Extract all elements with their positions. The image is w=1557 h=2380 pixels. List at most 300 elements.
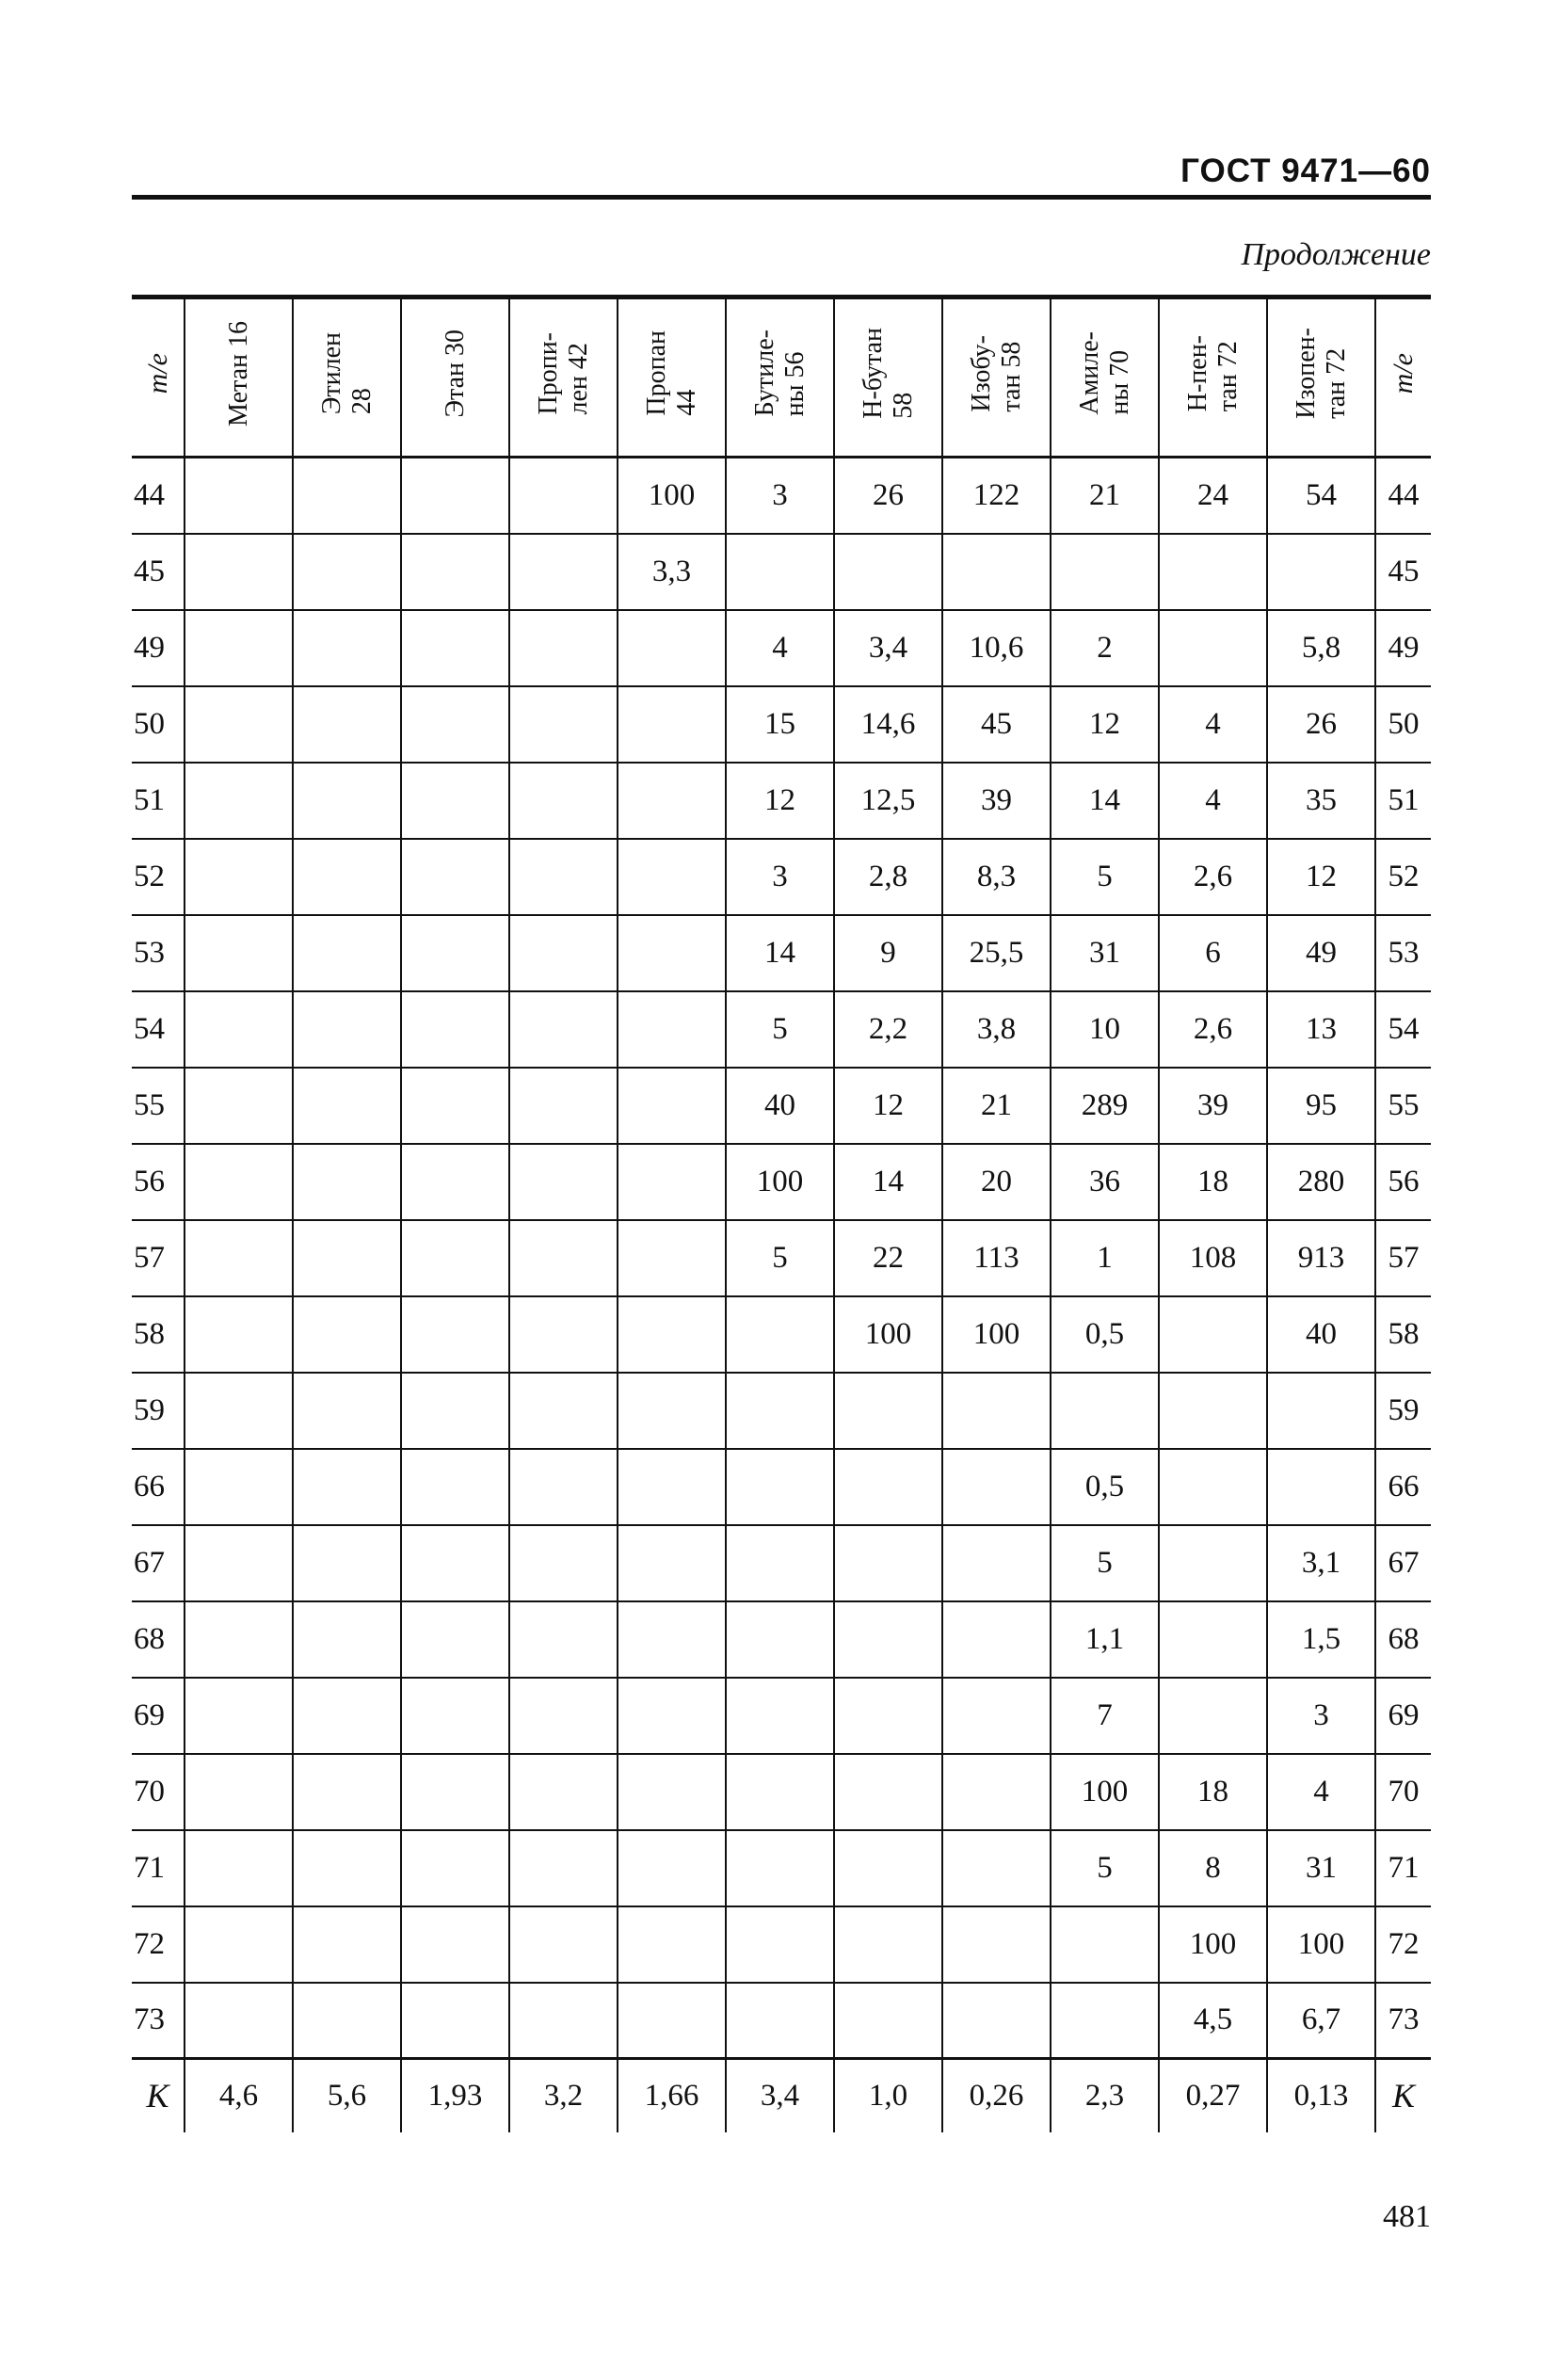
table-cell bbox=[293, 1373, 401, 1449]
column-header bbox=[509, 298, 618, 458]
column-header bbox=[401, 298, 509, 458]
table-cell bbox=[618, 1449, 726, 1525]
table-cell bbox=[185, 1678, 293, 1754]
table-cell bbox=[1267, 534, 1375, 610]
table-cell bbox=[401, 686, 509, 763]
table-cell bbox=[293, 686, 401, 763]
table-cell: 2,8 bbox=[834, 839, 942, 915]
table-cell: 95 bbox=[1267, 1068, 1375, 1144]
table-cell: 12 bbox=[1051, 686, 1159, 763]
table-cell bbox=[618, 991, 726, 1068]
table-cell bbox=[293, 1678, 401, 1754]
table-cell: 4 bbox=[1267, 1754, 1375, 1830]
table-cell bbox=[618, 1144, 726, 1220]
table-cell bbox=[293, 1830, 401, 1906]
table-cell: 25,5 bbox=[942, 915, 1051, 991]
table-cell bbox=[185, 1754, 293, 1830]
table-cell bbox=[185, 839, 293, 915]
table-cell: 51 bbox=[1375, 763, 1431, 839]
table-cell bbox=[1159, 1678, 1267, 1754]
table-cell bbox=[509, 991, 618, 1068]
column-header-label: Изобу- тан 58 bbox=[966, 334, 1026, 412]
table-cell bbox=[401, 1678, 509, 1754]
table-cell bbox=[509, 1449, 618, 1525]
table-cell bbox=[185, 1906, 293, 1983]
table-row bbox=[132, 1144, 1431, 1220]
table-cell: 113 bbox=[942, 1220, 1051, 1296]
table-cell bbox=[726, 1449, 834, 1525]
table-cell bbox=[1159, 610, 1267, 686]
k-cell: 5,6 bbox=[293, 2059, 401, 2132]
table-cell bbox=[293, 1220, 401, 1296]
table-cell: 22 bbox=[834, 1220, 942, 1296]
table-cell: 3,3 bbox=[618, 534, 726, 610]
column-header-label: m/e bbox=[141, 352, 173, 394]
k-cell: 3,4 bbox=[726, 2059, 834, 2132]
table-cell: 71 bbox=[134, 1850, 165, 1885]
table-cell: 108 bbox=[1159, 1220, 1267, 1296]
table-cell: 44 bbox=[1375, 458, 1431, 534]
table-cell: 18 bbox=[1159, 1144, 1267, 1220]
header-row bbox=[132, 298, 1431, 458]
table-cell bbox=[509, 610, 618, 686]
k-cell: 1,0 bbox=[834, 2059, 942, 2132]
table-cell bbox=[185, 1449, 293, 1525]
table-cell bbox=[834, 1983, 942, 2059]
k-cell: 4,6 bbox=[185, 2059, 293, 2132]
table-cell bbox=[726, 1373, 834, 1449]
table-cell bbox=[293, 1906, 401, 1983]
table-cell: 59 bbox=[134, 1392, 165, 1427]
column-header-label: Бутиле- ны 56 bbox=[749, 330, 810, 417]
table-cell: 45 bbox=[1375, 534, 1431, 610]
table-cell bbox=[401, 534, 509, 610]
table-cell: 58 bbox=[134, 1316, 165, 1351]
column-header-label: Пропи- лен 42 bbox=[533, 331, 593, 415]
k-cell: 3,2 bbox=[509, 2059, 618, 2132]
table-cell: 72 bbox=[134, 1926, 165, 1961]
table-row bbox=[132, 839, 1431, 915]
table-cell: 4 bbox=[1159, 686, 1267, 763]
table-cell: 56 bbox=[1375, 1144, 1431, 1220]
table-row bbox=[132, 534, 1431, 610]
table-cell bbox=[293, 839, 401, 915]
table-cell: 289 bbox=[1051, 1068, 1159, 1144]
table-cell bbox=[185, 1373, 293, 1449]
table-cell: 52 bbox=[1375, 839, 1431, 915]
table-cell bbox=[509, 839, 618, 915]
table-cell: 100 bbox=[1267, 1906, 1375, 1983]
table-cell bbox=[185, 1220, 293, 1296]
table-cell bbox=[618, 1983, 726, 2059]
table-cell: 14 bbox=[1051, 763, 1159, 839]
table-cell bbox=[834, 1678, 942, 1754]
table-cell: 2,6 bbox=[1159, 839, 1267, 915]
table-cell: 53 bbox=[1375, 915, 1431, 991]
table-cell bbox=[618, 1678, 726, 1754]
table-cell bbox=[942, 1525, 1051, 1601]
table-cell: 3,1 bbox=[1267, 1525, 1375, 1601]
column-header-label: Пропан 44 bbox=[641, 330, 701, 416]
table-cell bbox=[1051, 1983, 1159, 2059]
table-cell: 39 bbox=[942, 763, 1051, 839]
k-cell: K bbox=[1375, 2059, 1431, 2132]
table-cell bbox=[293, 991, 401, 1068]
table-cell bbox=[1159, 1373, 1267, 1449]
table-cell bbox=[509, 1296, 618, 1373]
table-row bbox=[132, 1906, 1431, 1983]
table-cell: 26 bbox=[1267, 686, 1375, 763]
table-row bbox=[132, 1754, 1431, 1830]
table-cell: 70 bbox=[134, 1774, 165, 1809]
table-cell: 49 bbox=[1267, 915, 1375, 991]
table-cell: 67 bbox=[1375, 1525, 1431, 1601]
table-cell bbox=[509, 1830, 618, 1906]
table-cell bbox=[942, 534, 1051, 610]
table-cell bbox=[509, 1373, 618, 1449]
table-cell bbox=[509, 534, 618, 610]
table-cell bbox=[401, 1525, 509, 1601]
table-cell: 6,7 bbox=[1267, 1983, 1375, 2059]
table-cell: 53 bbox=[134, 935, 165, 970]
table-cell bbox=[509, 1144, 618, 1220]
table-cell bbox=[834, 1906, 942, 1983]
table-cell bbox=[1267, 1373, 1375, 1449]
table-cell: 12 bbox=[1267, 839, 1375, 915]
table-cell: 0,5 bbox=[1051, 1296, 1159, 1373]
table-cell: 40 bbox=[1267, 1296, 1375, 1373]
column-header-label: Этилен 28 bbox=[316, 331, 377, 415]
table-cell bbox=[942, 1906, 1051, 1983]
table-cell bbox=[1159, 1601, 1267, 1678]
table-cell: 50 bbox=[1375, 686, 1431, 763]
table-cell bbox=[509, 1220, 618, 1296]
table-cell bbox=[401, 763, 509, 839]
table-cell: 35 bbox=[1267, 763, 1375, 839]
table-cell bbox=[1051, 1906, 1159, 1983]
column-header bbox=[293, 298, 401, 458]
table-cell: 100 bbox=[726, 1144, 834, 1220]
table-cell bbox=[618, 1373, 726, 1449]
table-row bbox=[132, 1296, 1431, 1373]
table-cell: 12,5 bbox=[834, 763, 942, 839]
table-cell: 73 bbox=[1375, 1983, 1431, 2059]
table-cell bbox=[618, 1754, 726, 1830]
table-cell bbox=[185, 458, 293, 534]
table-cell: 54 bbox=[1375, 991, 1431, 1068]
table-cell bbox=[618, 763, 726, 839]
table-cell bbox=[509, 1678, 618, 1754]
table-cell: 4 bbox=[1159, 763, 1267, 839]
table-cell: 39 bbox=[1159, 1068, 1267, 1144]
column-header bbox=[1267, 298, 1375, 458]
table-cell: 5 bbox=[1051, 1525, 1159, 1601]
table-cell: 100 bbox=[618, 458, 726, 534]
column-header bbox=[1159, 298, 1267, 458]
page-number: 481 bbox=[1383, 2199, 1431, 2234]
table-cell bbox=[726, 534, 834, 610]
column-header bbox=[132, 298, 185, 458]
table-cell: 5 bbox=[1051, 1830, 1159, 1906]
table-cell: 100 bbox=[1159, 1906, 1267, 1983]
table-cell: 36 bbox=[1051, 1144, 1159, 1220]
k-cell: 1,66 bbox=[618, 2059, 726, 2132]
table-cell bbox=[618, 1220, 726, 1296]
table-cell bbox=[618, 915, 726, 991]
table-cell: 2,2 bbox=[834, 991, 942, 1068]
table-cell bbox=[401, 1601, 509, 1678]
table-cell bbox=[293, 1983, 401, 2059]
table-cell bbox=[185, 1144, 293, 1220]
table-cell bbox=[401, 1754, 509, 1830]
table-row bbox=[132, 1449, 1431, 1525]
table-cell: 913 bbox=[1267, 1220, 1375, 1296]
table-cell bbox=[185, 991, 293, 1068]
table-cell bbox=[1051, 1373, 1159, 1449]
table-cell bbox=[618, 1296, 726, 1373]
table-cell: 9 bbox=[834, 915, 942, 991]
table-cell bbox=[942, 1983, 1051, 2059]
table-cell: 59 bbox=[1375, 1373, 1431, 1449]
table-cell: 69 bbox=[134, 1697, 165, 1732]
table-cell: 31 bbox=[1051, 915, 1159, 991]
table-cell: 12 bbox=[834, 1068, 942, 1144]
table-cell: 55 bbox=[134, 1087, 165, 1122]
table-cell bbox=[618, 1068, 726, 1144]
table-cell: 5 bbox=[726, 1220, 834, 1296]
table-row bbox=[132, 991, 1431, 1068]
table-cell: 52 bbox=[134, 859, 165, 893]
table-cell bbox=[401, 1373, 509, 1449]
table-body bbox=[132, 458, 1431, 2132]
table-cell bbox=[185, 763, 293, 839]
table-cell bbox=[185, 1525, 293, 1601]
table-cell bbox=[726, 1754, 834, 1830]
k-cell: 1,93 bbox=[401, 2059, 509, 2132]
table-cell bbox=[401, 1830, 509, 1906]
table-cell bbox=[293, 1754, 401, 1830]
table-cell bbox=[726, 1906, 834, 1983]
table-cell bbox=[401, 458, 509, 534]
table-cell: 24 bbox=[1159, 458, 1267, 534]
table-cell: 5 bbox=[726, 991, 834, 1068]
table-row bbox=[132, 1220, 1431, 1296]
table-cell bbox=[401, 1068, 509, 1144]
table-cell bbox=[401, 1144, 509, 1220]
table-cell: 50 bbox=[134, 706, 165, 741]
k-cell: 0,26 bbox=[942, 2059, 1051, 2132]
table-row bbox=[132, 915, 1431, 991]
column-header bbox=[942, 298, 1051, 458]
table-cell: 3,4 bbox=[834, 610, 942, 686]
table-cell: 54 bbox=[134, 1011, 165, 1046]
mass-spectra-table bbox=[132, 295, 1431, 2132]
column-header bbox=[726, 298, 834, 458]
table-cell bbox=[401, 839, 509, 915]
table-cell: 20 bbox=[942, 1144, 1051, 1220]
table-cell: 4 bbox=[726, 610, 834, 686]
table-cell: 122 bbox=[942, 458, 1051, 534]
table-cell bbox=[401, 915, 509, 991]
k-cell: 0,13 bbox=[1267, 2059, 1375, 2132]
table-cell: 71 bbox=[1375, 1830, 1431, 1906]
table-cell bbox=[1159, 1525, 1267, 1601]
table-cell bbox=[185, 686, 293, 763]
table-cell bbox=[834, 1449, 942, 1525]
table-cell bbox=[942, 1601, 1051, 1678]
table-row bbox=[132, 458, 1431, 534]
table-cell: 8,3 bbox=[942, 839, 1051, 915]
table-cell bbox=[1267, 1449, 1375, 1525]
table-cell: 100 bbox=[1051, 1754, 1159, 1830]
column-header-label: Метан 16 bbox=[223, 320, 253, 426]
table-cell bbox=[293, 763, 401, 839]
table-cell bbox=[942, 1678, 1051, 1754]
table-row bbox=[132, 1601, 1431, 1678]
table-cell: 5,8 bbox=[1267, 610, 1375, 686]
table-cell: 280 bbox=[1267, 1144, 1375, 1220]
table-cell: 31 bbox=[1267, 1830, 1375, 1906]
table-cell: 2 bbox=[1051, 610, 1159, 686]
standard-number: ГОСТ 9471—60 bbox=[1180, 153, 1431, 189]
table-cell bbox=[401, 1449, 509, 1525]
k-cell: 2,3 bbox=[1051, 2059, 1159, 2132]
table-cell bbox=[834, 1754, 942, 1830]
table-cell bbox=[1159, 534, 1267, 610]
table-cell bbox=[509, 1754, 618, 1830]
continuation-label: Продолжение bbox=[1241, 237, 1431, 272]
table-cell: 100 bbox=[834, 1296, 942, 1373]
table-cell: 18 bbox=[1159, 1754, 1267, 1830]
table-row bbox=[132, 1525, 1431, 1601]
table-cell bbox=[293, 1068, 401, 1144]
table-cell bbox=[293, 458, 401, 534]
table-cell bbox=[293, 610, 401, 686]
column-header-label: Н-бутан 58 bbox=[858, 328, 918, 419]
table-cell: 100 bbox=[942, 1296, 1051, 1373]
table-cell: 5 bbox=[1051, 839, 1159, 915]
table-cell: 26 bbox=[834, 458, 942, 534]
table-cell bbox=[509, 458, 618, 534]
table-cell: 49 bbox=[134, 630, 165, 665]
table-cell: 10,6 bbox=[942, 610, 1051, 686]
table-cell bbox=[509, 686, 618, 763]
table-cell bbox=[293, 1449, 401, 1525]
table-cell bbox=[1159, 1296, 1267, 1373]
column-header-label: Изопен- тан 72 bbox=[1291, 328, 1351, 419]
table-cell: 68 bbox=[1375, 1601, 1431, 1678]
table-cell: 1,5 bbox=[1267, 1601, 1375, 1678]
table-cell bbox=[726, 1296, 834, 1373]
column-header-label: m/e bbox=[1388, 352, 1419, 394]
table-cell bbox=[1159, 1449, 1267, 1525]
table-cell: 3,8 bbox=[942, 991, 1051, 1068]
k-cell: K bbox=[146, 2077, 169, 2115]
header-rule bbox=[132, 195, 1431, 200]
table-cell bbox=[726, 1601, 834, 1678]
table-cell bbox=[185, 1068, 293, 1144]
table-cell: 69 bbox=[1375, 1678, 1431, 1754]
table-cell bbox=[834, 1525, 942, 1601]
table-cell: 1,1 bbox=[1051, 1601, 1159, 1678]
k-coefficient-row bbox=[132, 2059, 1431, 2132]
table-cell bbox=[509, 763, 618, 839]
table-cell bbox=[293, 915, 401, 991]
table-cell bbox=[401, 991, 509, 1068]
table-cell bbox=[185, 534, 293, 610]
table-cell bbox=[726, 1983, 834, 2059]
table-cell bbox=[401, 610, 509, 686]
table-row bbox=[132, 763, 1431, 839]
table-cell: 67 bbox=[134, 1545, 165, 1580]
table-cell bbox=[185, 1830, 293, 1906]
table-cell bbox=[618, 1601, 726, 1678]
table-cell bbox=[942, 1373, 1051, 1449]
column-header-label: Н-пен- тан 72 bbox=[1182, 334, 1243, 412]
table-cell: 3 bbox=[726, 839, 834, 915]
table-cell bbox=[401, 1220, 509, 1296]
table-cell bbox=[618, 839, 726, 915]
table-cell: 14 bbox=[726, 915, 834, 991]
table-cell: 14,6 bbox=[834, 686, 942, 763]
table-cell: 10 bbox=[1051, 991, 1159, 1068]
table-cell: 54 bbox=[1267, 458, 1375, 534]
table-cell: 66 bbox=[1375, 1449, 1431, 1525]
table-cell: 57 bbox=[134, 1240, 165, 1275]
table-cell bbox=[401, 1983, 509, 2059]
table-cell: 6 bbox=[1159, 915, 1267, 991]
table-cell bbox=[185, 1296, 293, 1373]
table-cell bbox=[509, 915, 618, 991]
table-cell: 58 bbox=[1375, 1296, 1431, 1373]
table-cell bbox=[293, 1525, 401, 1601]
table-cell: 40 bbox=[726, 1068, 834, 1144]
table-cell bbox=[401, 1906, 509, 1983]
table-cell bbox=[185, 915, 293, 991]
table-cell bbox=[509, 1525, 618, 1601]
table-cell bbox=[509, 1601, 618, 1678]
table-cell: 15 bbox=[726, 686, 834, 763]
table-cell bbox=[618, 610, 726, 686]
table-row bbox=[132, 1983, 1431, 2059]
table-cell bbox=[185, 610, 293, 686]
table-cell: 73 bbox=[134, 2002, 165, 2037]
table-cell bbox=[942, 1449, 1051, 1525]
table-cell: 21 bbox=[942, 1068, 1051, 1144]
column-header-label: Этан 30 bbox=[440, 329, 470, 418]
table-cell: 49 bbox=[1375, 610, 1431, 686]
table-cell bbox=[726, 1678, 834, 1754]
column-header bbox=[834, 298, 942, 458]
table-cell: 66 bbox=[134, 1469, 165, 1504]
table-cell bbox=[618, 1830, 726, 1906]
table-cell bbox=[185, 1601, 293, 1678]
table-cell: 14 bbox=[834, 1144, 942, 1220]
table-cell: 57 bbox=[1375, 1220, 1431, 1296]
table-cell bbox=[293, 1296, 401, 1373]
table-cell bbox=[401, 1296, 509, 1373]
table-cell bbox=[834, 1830, 942, 1906]
table-cell bbox=[509, 1906, 618, 1983]
table-row bbox=[132, 1678, 1431, 1754]
table-cell bbox=[509, 1983, 618, 2059]
data-table bbox=[132, 295, 1431, 2132]
table-cell: 2,6 bbox=[1159, 991, 1267, 1068]
table-cell: 21 bbox=[1051, 458, 1159, 534]
table-cell: 70 bbox=[1375, 1754, 1431, 1830]
table-cell: 8 bbox=[1159, 1830, 1267, 1906]
table-cell bbox=[618, 1906, 726, 1983]
